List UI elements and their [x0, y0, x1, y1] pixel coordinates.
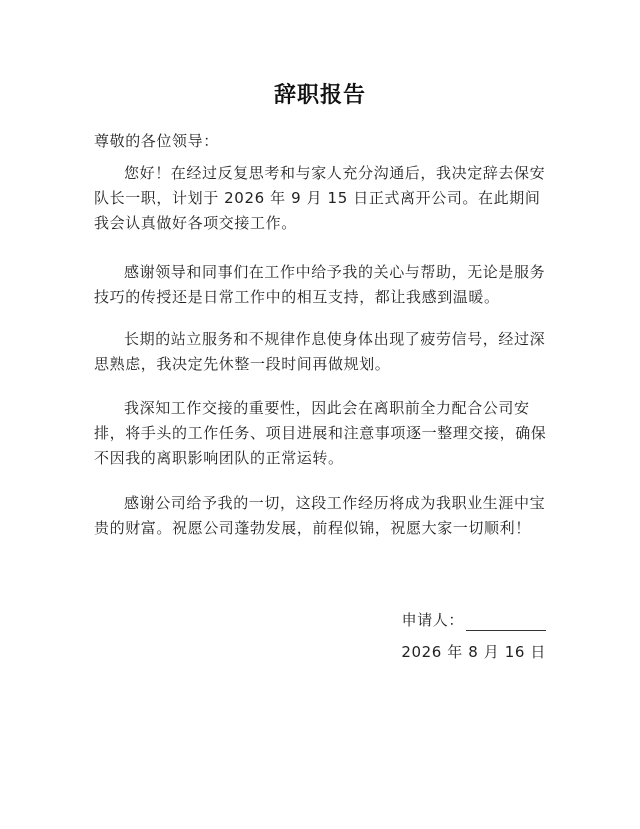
paragraph-3: 长期的站立服务和不规律作息使身体出现了疲劳信号，经过深思熟虑，我决定先休整一段时间再做规划。: [94, 330, 546, 373]
salutation: 尊敬的各位领导：: [94, 132, 219, 150]
signature-row: [402, 608, 546, 633]
paragraph-5: 感谢公司给予我的一切，这段工作经历将成为我职业生涯中宝贵的财富。祝愿公司蓬勃发展，前程似锦，祝愿大家一切顺利！: [94, 494, 546, 537]
paragraph-4: 我深知工作交接的重要性，因此会在离职前全力配合公司安排，将手头的工作任务、项目进展和注意事项逐一整理交接，确保不因我的离职影响团队的正常运转。: [94, 399, 547, 467]
letter-date: 2026 年 8 月 16 日: [401, 643, 546, 661]
signature-label: 申请人：: [401, 611, 464, 629]
signature-line: [466, 612, 546, 631]
document-title: 辞职报告: [273, 83, 366, 108]
paragraph-1: 您好！在经过反复思考和与家人充分沟通后，我决定辞去保安队长一职，计划于 2026 年 9 月 15 日正式离开公司。在此期间我会认真做好各项交接工作。: [94, 164, 546, 232]
paragraph-2: 感谢领导和同事们在工作中给予我的关心与帮助，无论是服务技巧的传授还是日常工作中的相互支持，都让我感到温暖。: [94, 263, 546, 306]
